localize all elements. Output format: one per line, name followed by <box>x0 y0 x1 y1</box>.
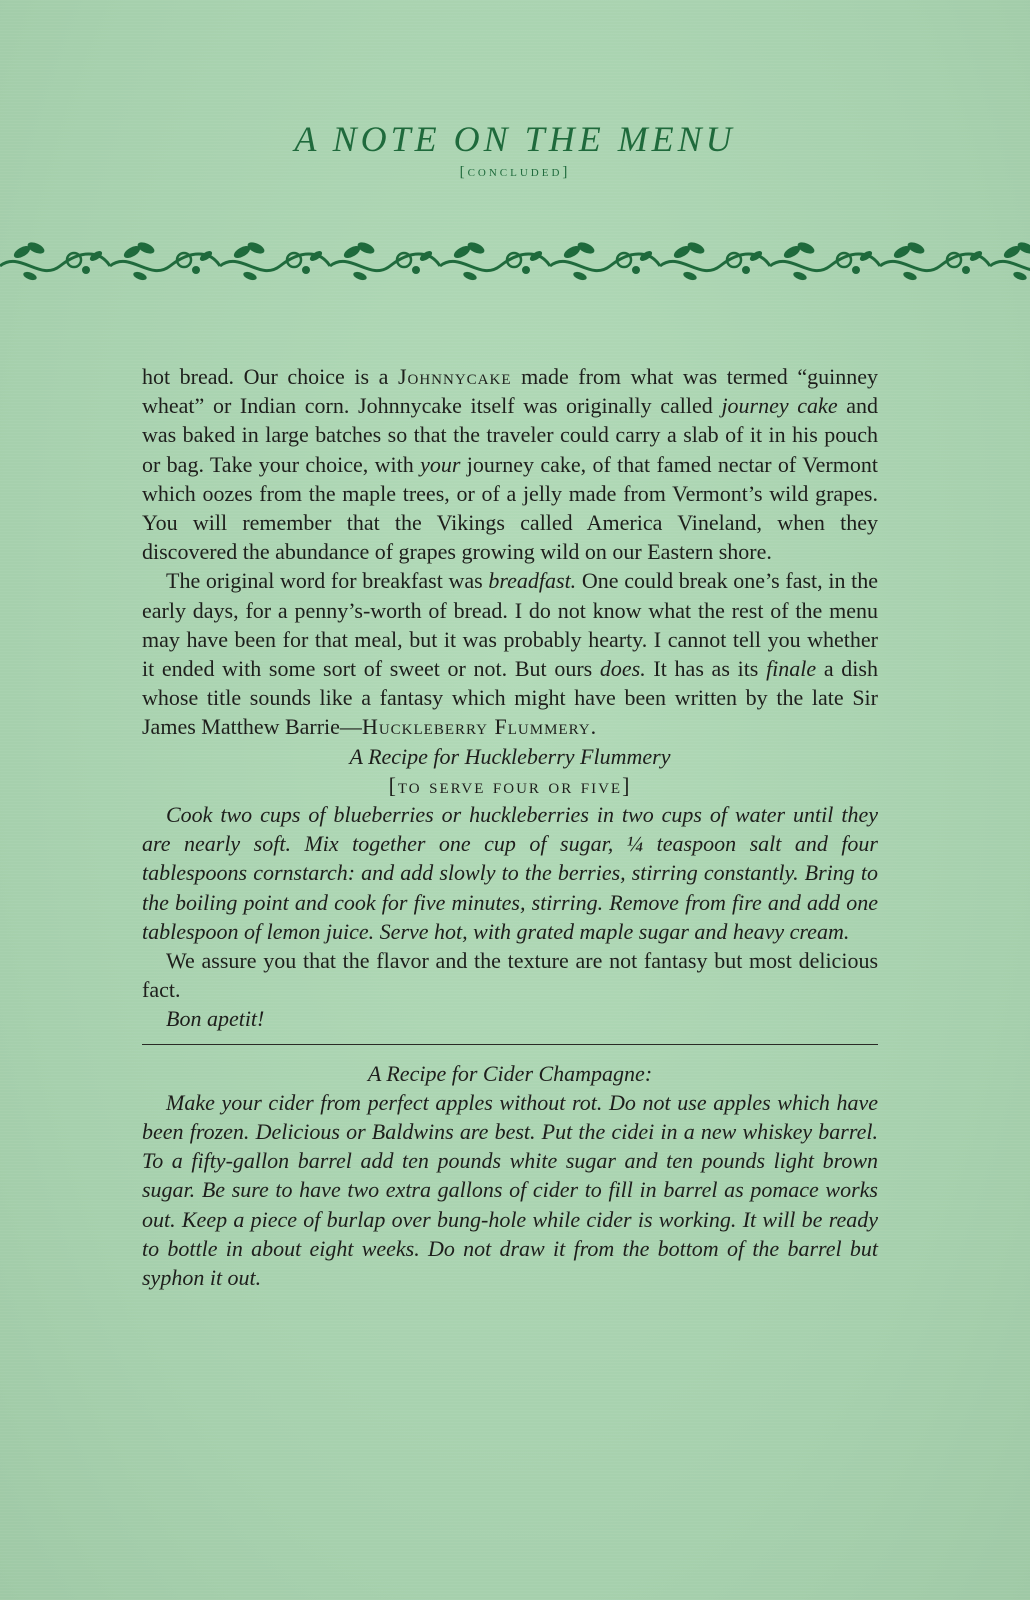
emphasis-text: finale <box>766 656 817 682</box>
text-segment: a dish whose title sounds like a fantasy which might have been written by the late Sir James Matthew Barrie— <box>142 656 878 740</box>
article-body <box>142 362 878 1292</box>
text-segment: hot bread. Our choice is a <box>142 364 398 389</box>
signoff: Bon apetit! <box>166 1006 265 1032</box>
cider-recipe-heading: A Recipe for Cider Champagne: <box>367 1060 653 1086</box>
text-segment: made from what was termed “guinney wheat” or Indian corn. Johnnycake itself was originally called <box>142 364 879 419</box>
cider-instructions: Make your cider from perfect apples without rot. Do not use apples which have been frozen. Delicious or Baldwins are best. Put the cidei in a new whiskey barrel. To a fifty-gallon barrel add ten pounds white sugar and ten pounds light brown sugar. Be sure to have two extra gallons of cider to fill in barrel as pomace works out. Keep a piece of burlap over bung-hole while cider is working. It will be ready to bottle in about eight weeks. Do not draw it from the bottom of the barrel but syphon it out. <box>142 1089 878 1291</box>
vine-leaf-border-icon <box>0 236 1030 286</box>
text-segment: and was baked in large batches so that the traveler could carry a slab of it in his pouch or bag. Take your choice, with <box>142 393 879 477</box>
flummery-serving-note: [to serve four or five] <box>388 772 632 798</box>
flummery-recipe-heading: A Recipe for Huckleberry Flummery <box>349 743 671 769</box>
emphasis-text: breadfast. <box>488 568 577 594</box>
flummery-instructions: Cook two cups of blueberries or huckleberries in two cups of water until they are nearly soft. Mix together one cup of sugar, ¼ teaspoon salt and four tablespoons cornstarch: and add slowly to the berries, stirring constantly. Bring to the boiling point and cook for five minutes, stirring. Remove from fire and add one tablespoon of lemon juice. Serve hot, with grated maple sugar and heavy cream. <box>142 802 878 944</box>
page-subtitle: [concluded] <box>459 164 571 180</box>
section-divider <box>142 1044 878 1045</box>
text-segment: The original word for breakfast was <box>166 568 489 594</box>
text-segment: journey cake, of that famed nectar of Vermont which oozes from the maple trees, or of a jelly made from Vermont’s wild grapes. You will remember that the Vikings called America Vineland, when they discovered the abundance of grapes growing wild on our Eastern shore. <box>142 451 878 565</box>
closing-paragraph: We assure you that the flavor and the texture are not fantasy but most delicious fact. <box>142 948 878 1003</box>
dish-name-johnnycake: Johnnycake <box>397 364 512 389</box>
paragraph-johnnycake <box>142 362 878 566</box>
page-title: A NOTE ON THE MENU <box>294 119 736 159</box>
emphasis-text: journey cake <box>721 393 838 419</box>
paragraph-breakfast <box>142 566 878 741</box>
text-segment: One could break one’s fast, in the early days, for a penny’s-worth of bread. I do not know what the rest of the menu may have been for that meal, but it was probably hearty. I cannot tell you whether it ended with some sort of sweet or not. But ours <box>142 568 878 682</box>
emphasis-text: your <box>420 451 461 477</box>
dish-name-flummery: Huckleberry Flummery. <box>361 714 598 740</box>
emphasis-text: does. <box>599 656 646 682</box>
text-segment: It has as its <box>645 656 767 682</box>
